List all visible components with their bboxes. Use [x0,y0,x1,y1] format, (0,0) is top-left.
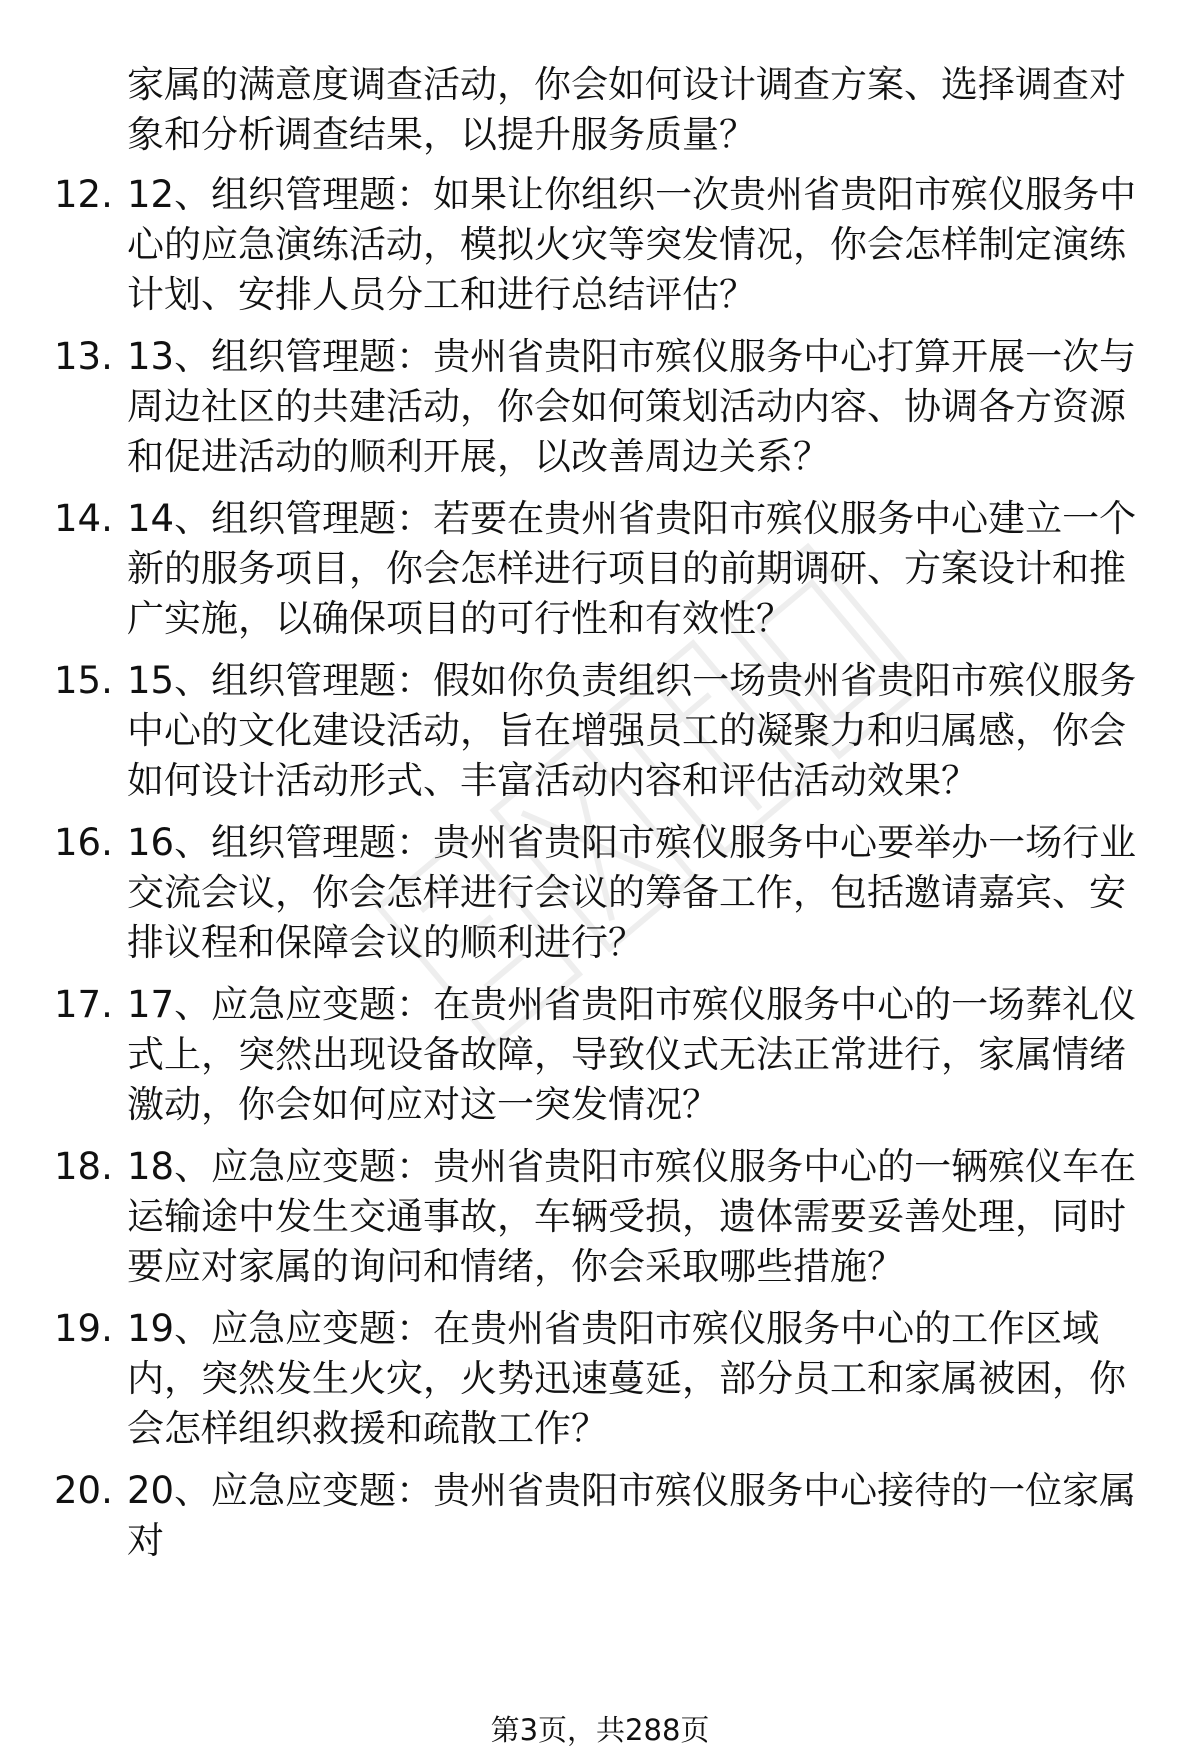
question-number: 12. [54,173,113,216]
question-number: 20. [54,1469,113,1512]
question-text: 20、应急应变题：贵州省贵阳市殡仪服务中心接待的一位家属对 [127,1469,1137,1562]
question-number: 16. [54,821,113,864]
question-number: 14. [54,497,113,540]
question-text: 17、应急应变题：在贵州省贵阳市殡仪服务中心的一场葬礼仪式上，突然出现设备故障，导致仪式无法正常进行，家属情绪激动，你会如何应对这一突发情况？ [127,983,1137,1126]
question-text: 14、组织管理题：若要在贵州省贵阳市殡仪服务中心建立一个新的服务项目，你会怎样进行项目的前期调研、方案设计和推广实施，以确保项目的可行性和有效性？ [127,497,1137,640]
question-number: 13. [54,335,113,378]
question-number: 15. [54,659,113,702]
question-number: 17. [54,983,113,1026]
question-text: 19、应急应变题：在贵州省贵阳市殡仪服务中心的工作区域内，突然发生火灾，火势迅速蔓延，部分员工和家属被困，你会怎样组织救援和疏散工作？ [127,1307,1126,1450]
question-number: 19. [54,1307,113,1350]
question-number: 18. [54,1145,113,1188]
question-text: 16、组织管理题：贵州省贵阳市殡仪服务中心要举办一场行业交流会议，你会怎样进行会议的筹备工作，包括邀请嘉宾、安排议程和保障会议的顺利进行？ [127,821,1137,964]
question-11-continuation: 家属的满意度调查活动，你会如何设计调查方案、选择调查对象和分析调查结果，以提升服务质量？ [127,63,1126,156]
question-text: 12、组织管理题：如果让你组织一次贵州省贵阳市殡仪服务中心的应急演练活动，模拟火灾等突发情况，你会怎样制定演练计划、安排人员分工和进行总结评估？ [127,173,1137,316]
question-text: 15、组织管理题：假如你负责组织一场贵州省贵阳市殡仪服务中心的文化建设活动，旨在增强员工的凝聚力和归属感，你会如何设计活动形式、丰富活动内容和评估活动效果？ [127,659,1137,802]
question-text: 18、应急应变题：贵州省贵阳市殡仪服务中心的一辆殡仪车在运输途中发生交通事故，车辆受损，遗体需要妥善处理，同时要应对家属的询问和情绪，你会采取哪些措施？ [127,1145,1137,1288]
question-text: 13、组织管理题：贵州省贵阳市殡仪服务中心打算开展一次与周边社区的共建活动，你会如何策划活动内容、协调各方资源和促进活动的顺利开展，以改善周边关系？ [127,335,1137,478]
page-footer: 第3页，共288页 [490,1713,710,1747]
